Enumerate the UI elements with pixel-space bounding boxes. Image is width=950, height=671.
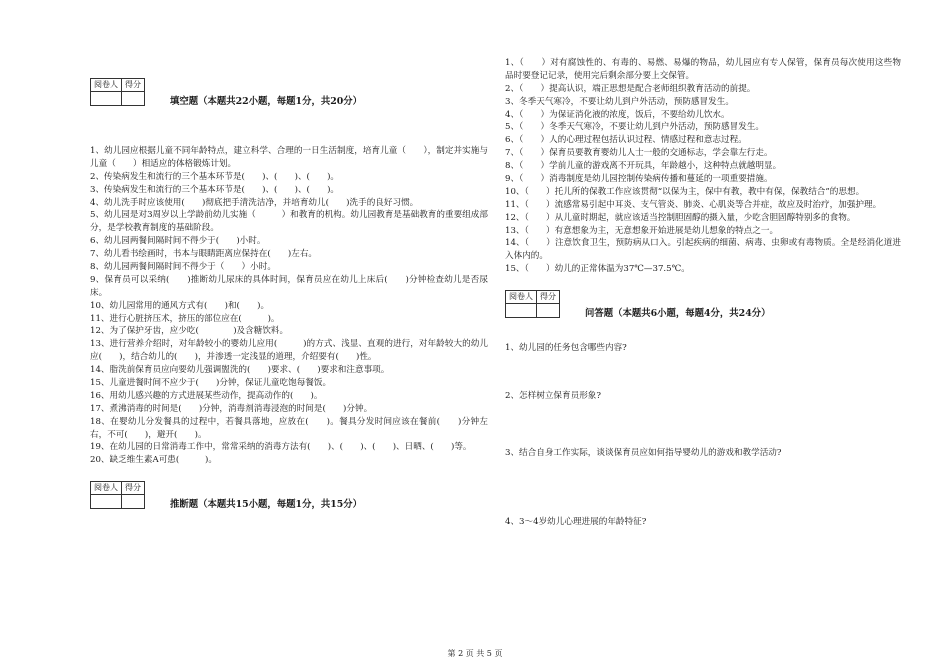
fill-question: 4、幼儿洗手时应该使用( )彻底把手清洗洁净，并培育幼儿( )洗手的良好习惯。: [90, 197, 419, 208]
essay-question: 1、幼儿园的任务包含哪些内容?: [505, 343, 627, 354]
judge-question: 5、（ ）冬季天气寒冷，不要让幼儿到户外活动，预防感冒发生。: [505, 122, 764, 133]
essay-question: 3、结合自身工作实际，谈谈保育员应如何指导婴幼儿的游戏和教学活动?: [505, 447, 782, 458]
fill-question: 2、传染病发生和流行的三个基本环节是( )、( )、( )。: [90, 171, 340, 182]
score-label: 得分: [122, 482, 145, 495]
fill-question: 5、幼儿园是对3周岁以上学龄前幼儿实施（ ）和教育的机构。幼儿园教育是基础教育的重要组成部分，是学校教育制度的基础阶段。: [90, 210, 488, 234]
judge-question: 1、（ ）对有腐蚀性的、有毒的、易燃、易爆的物品，幼儿园应有专人保管，保育员每次使用这些物品时要登记记录，使用完后剩余部分要上交保管。: [505, 58, 901, 81]
fill-question: 19、在幼儿园的日常消毒工作中，常常采纳的消毒方法有( )、( )、( )、日晒、( )等。: [90, 442, 472, 453]
judge-question: 15、（ ）幼儿的正常体温为37℃—37.5℃。: [505, 264, 690, 275]
judge-question: 8、（ ）学前儿童的游戏离不开玩具，年龄越小，这种特点就越明显。: [505, 161, 782, 172]
fill-question: 17、煮沸消毒的时间是( )分钟，消毒剂消毒浸泡的时间是( )分钟。: [90, 403, 373, 414]
fill-question: 18、在婴幼儿分发餐具的过程中，若餐具落地，应放在( )。餐具分发时间应该在餐前( )分钟左右，不可( )，避开( )。: [90, 416, 488, 440]
score-cell: [122, 92, 145, 106]
fill-question: 1、幼儿园应根据儿童不同年龄特点，建立科学、合理的一日生活制度，培育儿童（ ），制定并实施与儿童（ ）相适应的体格锻炼计划。: [90, 146, 488, 169]
fill-question: 8、幼儿园两餐间隔时间不得少于（ ）小时。: [90, 262, 276, 273]
score-label: 得分: [122, 79, 145, 92]
fill-question: 9、保育员可以采纳( )推断幼儿尿床的具体时间，保育员应在幼儿上床后( )分钟检查幼儿是否尿床。: [90, 274, 488, 298]
score-table: [90, 481, 145, 509]
fill-question: 15、儿童进餐时间不应少于( )分钟，保证儿童吃饱每餐饭。: [90, 378, 332, 389]
fill-question-list: [90, 145, 488, 467]
judge-question: 4、（ ）为保证消化液的浓度，饭后，不要给幼儿饮水。: [505, 109, 730, 120]
judge-question: 14、（ ）注意饮食卫生，预防病从口入。引起疾病的细菌、病毒、虫卵或有毒物质。全是经消化道进入体内的。: [505, 238, 901, 262]
fill-section-header: [90, 78, 488, 108]
reviewer-cell: [91, 495, 122, 509]
score-cell: [537, 304, 560, 318]
reviewer-label: 阅卷人: [91, 482, 122, 495]
score-table: [90, 78, 145, 106]
fill-question: 20、缺乏维生素A可患( )。: [90, 455, 217, 466]
page-number: 第 2 页 共 5 页: [447, 649, 503, 658]
fill-question: 11、进行心脏挤压术，挤压的部位应在( )。: [90, 313, 280, 324]
score-table: [505, 290, 560, 318]
fill-question: 14、脂洗前保育员应向要幼儿强调盥洗的( )要求、( )要求和注意事项。: [90, 365, 390, 376]
left-column: [90, 78, 488, 511]
right-column: [505, 57, 901, 529]
essay-question-list: [505, 320, 901, 529]
judge-question: 11、（ ）流感常易引起中耳炎、支气管炎、肺炎、心肌炎等合并症，故应及时治疗，加强护理。: [505, 199, 882, 210]
judge-question: 12、（ ）从儿童时期起，就应该适当控制胆固醇的摄入量，少吃含胆固醇特别多的食物。: [505, 212, 856, 223]
score-label: 得分: [537, 291, 560, 304]
reviewer-cell: [506, 304, 537, 318]
reviewer-cell: [91, 92, 122, 106]
essay-question: 2、怎样树立保育员形象?: [505, 391, 602, 402]
fill-question: 10、幼儿园常用的通风方式有( )和( )。: [90, 300, 270, 311]
fill-question: 6、幼儿园两餐间隔时间不得少于( )小时。: [90, 236, 266, 247]
fill-section-title: 填空题（本题共22小题，每题1分，共20分）: [170, 96, 362, 107]
judge-question: 9、（ ）消毒制度是幼儿园控制传染病传播和蔓延的一项重要措施。: [505, 174, 773, 185]
fill-question: 13、进行营养介绍时，对年龄较小的婴幼儿应用( )的方式、浅显、直观的进行，对年龄较大的幼儿应( )，结合幼儿的( )，并渗透一定浅显的道理，介绍要有( )性。: [90, 339, 488, 363]
essay-question: 4、3～4岁幼儿心理进展的年龄特征?: [505, 516, 647, 527]
judge-question: 2、（ ）提高认识，端正思想是配合老师组织教育活动的前提。: [505, 83, 756, 94]
judge-section-header: [90, 481, 488, 511]
judge-question: 6、（ ）人的心理过程包括认识过程、情感过程和意志过程。: [505, 135, 747, 146]
reviewer-label: 阅卷人: [506, 291, 537, 304]
reviewer-label: 阅卷人: [91, 79, 122, 92]
judge-question: 13、（ ）有意想象为主，无意想象开始进展是幼儿想象的特点之一。: [505, 225, 779, 236]
fill-question: 3、传染病发生和流行的三个基本环节是( )、( )、( )。: [90, 184, 340, 195]
judge-question: 7、（ ）保育员要教育婴幼儿人士一般的交通标志，学会靠左行走。: [505, 148, 773, 159]
fill-question: 12、为了保护牙齿，应少吃( )及含糖饮料。: [90, 326, 289, 337]
judge-question-list: [505, 57, 901, 276]
judge-section-title: 推断题（本题共15小题，每题1分，共15分）: [170, 499, 362, 511]
essay-section-header: [505, 290, 901, 320]
essay-section-title: 问答题（本题共6小题，每题4分，共24分）: [585, 308, 771, 320]
fill-question: 7、幼儿看书绘画时，书本与眼睛距离应保持在( )左右。: [90, 249, 318, 260]
judge-question: 3、冬季天气寒冷，不要让幼儿到户外活动，预防感冒发生。: [505, 96, 734, 107]
judge-question: 10、（ ）托儿所的保教工作应该贯彻“以保为主，保中有教，教中有保，保教结合”的思想。: [505, 186, 865, 197]
fill-question: 16、用幼儿感兴趣的方式进展某些动作，提高动作的( )。: [90, 390, 323, 401]
score-cell: [122, 495, 145, 509]
